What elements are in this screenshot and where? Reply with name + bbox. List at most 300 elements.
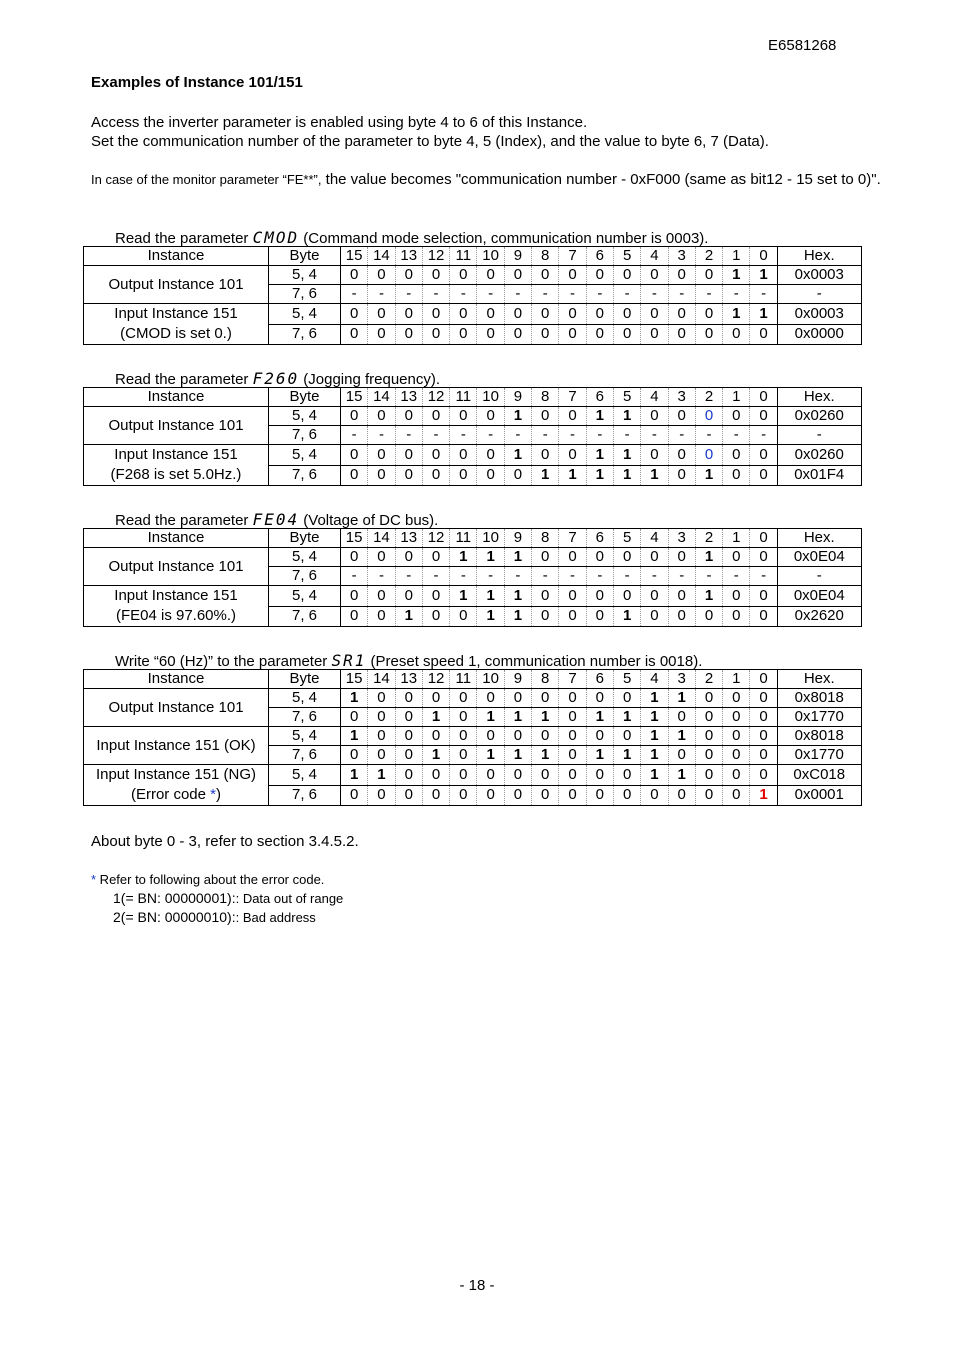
bit-value: 1 [704,466,714,484]
bit-cell [477,465,504,486]
instance-label-line: Output Instance 101 [108,557,244,575]
bit-cell [723,765,750,786]
bit-value: 1 [486,548,495,565]
bit-value: 0 [650,325,659,343]
bit-cell [641,689,668,708]
header-bit: 12 [422,670,449,689]
bit-value: 1 [459,586,468,604]
bit-cell [422,426,449,445]
bit-value: 1 [759,304,768,322]
bit-cell [695,567,722,586]
bit-value: - [351,567,357,584]
header-bit: 6 [586,529,613,548]
bit-value: 0 [622,304,632,322]
hex-cell: - [777,285,861,304]
bit-value: 0 [595,727,604,744]
table-row [84,727,862,746]
header-bit: 10 [477,670,504,689]
bit-cell [532,445,559,466]
bit-value: 1 [377,765,386,783]
bit-cell [341,445,368,466]
bit-value: 0 [677,607,686,625]
bit-cell [341,465,368,486]
bit-cell [723,606,750,627]
bit-cell [613,285,640,304]
bit-value: 0 [732,765,741,783]
instance-label-line: Input Instance 151 [114,305,238,322]
bit-value: 0 [349,445,359,463]
error-code-value: 2(= BN: 00000010): [113,909,236,925]
bit-value: 0 [431,586,441,604]
error-code-item [113,889,343,908]
bit-cell [368,765,395,786]
bit-cell [750,567,777,586]
bit-cell [641,324,668,345]
instance-label-line: Output Instance 101 [108,698,244,716]
bit-cell [613,567,640,586]
bit-value: 0 [349,786,359,804]
instance-label [84,407,269,445]
bit-value: 0 [568,708,577,725]
bit-value: 0 [704,727,714,744]
bit-cell [723,727,750,746]
bit-value: 0 [431,304,441,322]
bit-cell [422,324,449,345]
bit-value: 0 [404,708,413,725]
bit-value: 1 [513,548,523,565]
bit-value: - [488,426,494,443]
bit-value: 0 [486,689,495,706]
bit-cell [668,465,695,486]
bit-cell [586,285,613,304]
bit-table [83,387,862,486]
bit-cell [723,689,750,708]
bit-value: 0 [431,407,441,424]
bit-cell [723,266,750,285]
bit-value: 0 [704,708,714,725]
bit-cell [668,548,695,567]
bit-value: 0 [431,548,441,565]
bit-cell [723,285,750,304]
caption-text: Read the parameter [115,230,253,247]
header-bit: 10 [477,247,504,266]
bit-value: 0 [541,325,550,343]
bit-cell [368,785,395,806]
hex-cell: 0x01F4 [777,465,861,486]
bit-value: 0 [541,786,550,804]
bit-cell [695,708,722,727]
bit-value: 0 [568,325,577,343]
bit-value: 1 [595,466,604,484]
bit-value: 0 [349,304,359,322]
bit-cell [613,708,640,727]
table-row [84,586,862,607]
bit-cell [368,445,395,466]
bit-cell [750,426,777,445]
bit-cell [450,606,477,627]
byte-cell: 5, 4 [269,548,341,567]
table-caption [115,228,708,247]
bit-cell [395,727,422,746]
bit-cell [723,746,750,765]
bit-cell [368,426,395,445]
bit-value: 1 [459,548,468,565]
header-byte: Byte [269,529,341,548]
bit-cell [723,324,750,345]
bit-value: - [624,426,630,443]
bit-value: 0 [459,727,468,744]
bit-value: 1 [595,407,604,424]
document-id: E6581268 [768,37,837,54]
bit-value: 0 [677,445,686,463]
bit-cell [668,746,695,765]
bit-cell [586,548,613,567]
bit-cell [504,548,531,567]
bit-value: 0 [486,304,495,322]
bit-cell [368,465,395,486]
bit-cell [504,304,531,325]
bit-value: 0 [650,607,659,625]
bit-value: 0 [513,689,523,706]
bit-value: 0 [431,466,441,484]
bit-cell [422,567,449,586]
bit-value: 0 [404,586,413,604]
bit-value: 0 [486,445,495,463]
bit-value: 0 [459,765,468,783]
bit-value: 0 [568,765,577,783]
bit-cell [750,407,777,426]
hex-cell: 0x1770 [777,746,861,765]
header-hex: Hex. [777,247,861,266]
bit-cell [559,548,586,567]
header-bit: 3 [668,247,695,266]
bit-value: 0 [349,586,359,604]
bit-cell [368,285,395,304]
bit-value: - [433,567,439,584]
bit-cell [395,606,422,627]
instance-label-line: (FE04 is 97.60%.) [115,607,237,624]
bit-value: 0 [568,304,577,322]
instance-label-line: Output Instance 101 [108,416,244,434]
bit-cell [504,567,531,586]
bit-value: - [542,567,548,584]
bit-cell [559,465,586,486]
bit-cell [450,746,477,765]
bit-value: 0 [650,407,659,424]
bit-cell [559,765,586,786]
bit-value: 0 [431,727,441,744]
bit-value: - [761,567,767,584]
bit-cell [559,426,586,445]
bit-cell [477,445,504,466]
bit-cell [695,324,722,345]
bit-cell [504,586,531,607]
bit-value: 0 [404,304,413,322]
bit-value: - [706,285,712,302]
bit-value: 0 [704,445,714,463]
hex-cell: - [777,567,861,586]
bit-cell [341,765,368,786]
bit-value: 0 [377,607,386,625]
bit-value: 0 [732,727,741,744]
bit-value: 0 [677,325,686,343]
bit-value: 0 [759,765,768,783]
bit-cell [695,426,722,445]
bit-value: 0 [377,266,386,283]
header-byte: Byte [269,388,341,407]
bit-cell [613,304,640,325]
bit-value: 1 [431,708,441,725]
bit-cell [750,285,777,304]
bit-cell [395,708,422,727]
bit-cell [750,304,777,325]
instance-label [84,548,269,586]
bit-value: - [624,567,630,584]
bit-value: - [706,567,712,584]
bit-value: 1 [622,445,632,463]
bit-value: - [460,567,466,584]
bit-cell [368,689,395,708]
hex-cell: 0x0E04 [777,548,861,567]
bit-value: 0 [377,727,386,744]
bit-cell [395,689,422,708]
bit-cell [341,785,368,806]
header-instance: Instance [84,388,269,407]
bit-cell [695,304,722,325]
header-bit: 13 [395,529,422,548]
bit-value: 0 [704,786,714,804]
parameter-code: SR1 [331,651,367,670]
bit-cell [450,567,477,586]
bit-cell [504,708,531,727]
bit-value: 0 [459,266,468,283]
bit-value: 0 [677,586,686,604]
header-bit: 11 [450,247,477,266]
bit-value: - [651,426,657,443]
bit-table [83,669,862,806]
bit-cell [341,586,368,607]
bit-value: 1 [349,727,359,744]
header-bit: 2 [695,247,722,266]
bit-value: 0 [404,689,413,706]
bit-cell [395,586,422,607]
bit-value: 0 [759,689,768,706]
bit-cell [559,285,586,304]
caption-text: (Command mode selection, communication number is 0003). [299,230,709,247]
bit-cell [695,465,722,486]
bit-cell [368,606,395,627]
hex-cell: 0x0E04 [777,586,861,607]
header-hex: Hex. [777,529,861,548]
bit-cell [532,285,559,304]
header-bit: 2 [695,529,722,548]
bit-value: 1 [541,708,550,725]
bit-value: - [761,285,767,302]
error-code-text: : Data out of range [235,891,344,906]
bit-value: 1 [704,548,714,565]
bit-cell [450,689,477,708]
caption-text: Read the parameter [115,512,253,529]
caption-text: (Voltage of DC bus). [299,512,439,529]
bit-cell [723,407,750,426]
header-bit: 8 [532,247,559,266]
bit-value: 0 [541,445,550,463]
header-bit: 9 [504,388,531,407]
parameter-code: F260 [252,369,300,388]
bit-cell [504,606,531,627]
bit-value: 0 [704,746,714,763]
bit-table [83,528,862,627]
bit-cell [613,324,640,345]
bit-cell [613,606,640,627]
bit-value: 0 [459,607,468,625]
bit-value: 0 [513,727,523,744]
header-bit: 6 [586,247,613,266]
bit-cell [532,689,559,708]
bit-value: 1 [513,708,523,725]
bit-value: 0 [513,266,523,283]
byte-cell: 5, 4 [269,727,341,746]
bit-cell [341,426,368,445]
bit-cell [586,266,613,285]
bit-cell [695,445,722,466]
intro-line-2: Set the communication number of the parameter to byte 4, 5 (Index), and the value to byte 6, 7 (Data). [91,133,769,150]
instance-label [84,765,269,806]
header-bit: 14 [368,670,395,689]
byte-cell: 7, 6 [269,606,341,627]
bit-value: 0 [595,548,604,565]
bit-cell [341,567,368,586]
bit-value: 0 [513,765,523,783]
bit-cell [695,765,722,786]
bit-value: 1 [404,607,413,625]
bit-value: 0 [349,466,359,484]
hex-cell: 0x2620 [777,606,861,627]
bit-cell [477,548,504,567]
bit-cell [422,548,449,567]
header-hex: Hex. [777,670,861,689]
bit-value: 0 [677,708,686,725]
bit-value: 0 [568,586,577,604]
bit-cell [422,727,449,746]
bit-cell [395,285,422,304]
bit-cell [641,407,668,426]
header-bit: 4 [641,388,668,407]
bit-value: - [460,285,466,302]
table-caption [115,369,440,388]
bit-cell [450,586,477,607]
bit-value: 0 [732,407,741,424]
bit-value: 0 [759,325,768,343]
bit-value: 1 [677,727,686,744]
header-bit: 6 [586,388,613,407]
bit-cell [641,304,668,325]
bit-value: - [651,567,657,584]
bit-cell [477,285,504,304]
bit-cell [477,746,504,765]
footnote-star: * [91,872,97,887]
bit-value: - [488,285,494,302]
hex-cell: 0x0003 [777,304,861,325]
intro-line-1: Access the inverter parameter is enabled using byte 4 to 6 of this Instance. [91,114,588,131]
bit-cell [641,727,668,746]
bit-value: - [733,285,739,302]
bit-cell [750,324,777,345]
bit-cell [341,746,368,765]
bit-value: - [597,567,603,584]
bit-cell [668,266,695,285]
bit-cell [750,548,777,567]
bit-value: 0 [377,689,386,706]
bit-value: 0 [732,548,741,565]
bit-value: 0 [759,727,768,744]
bit-value: 1 [431,746,441,763]
bit-cell [422,689,449,708]
bit-cell [695,746,722,765]
bit-cell [395,465,422,486]
bit-cell [586,689,613,708]
bit-value: - [679,567,685,584]
bit-value: 0 [677,466,686,484]
bit-value: - [679,285,685,302]
bit-cell [341,708,368,727]
bit-cell [450,407,477,426]
instance-label [84,445,269,486]
bit-value: 1 [541,746,550,763]
bit-cell [450,765,477,786]
bit-value: 1 [513,586,523,604]
bit-value: - [651,285,657,302]
byte-cell: 5, 4 [269,407,341,426]
bit-cell [368,586,395,607]
bit-value: 1 [622,607,632,625]
table-row [84,689,862,708]
bit-value: 1 [486,746,495,763]
bit-value: 1 [568,466,577,484]
bit-value: 0 [377,746,386,763]
bit-value: 0 [486,325,495,343]
table-row [84,765,862,786]
bit-value: 0 [541,765,550,783]
bit-cell [586,765,613,786]
bit-cell [477,567,504,586]
bit-value: 0 [568,786,577,804]
bit-value: - [433,285,439,302]
header-bit: 9 [504,529,531,548]
header-bit: 3 [668,388,695,407]
bit-value: 0 [622,727,632,744]
instance-label-line: Input Instance 151 (OK) [96,736,256,754]
bit-value: 0 [732,466,741,484]
caption-text: Read the parameter [115,371,253,388]
bit-value: 0 [377,708,386,725]
bit-value: 1 [541,466,550,484]
header-bit: 15 [341,247,368,266]
bit-cell [559,708,586,727]
header-bit: 1 [723,529,750,548]
bit-value: 1 [677,765,686,783]
table-row [84,266,862,285]
bit-cell [422,465,449,486]
table-header-row [84,388,862,407]
bit-cell [586,324,613,345]
bit-value: 0 [732,689,741,706]
bit-value: 1 [595,708,604,725]
bit-value: 0 [349,407,359,424]
header-bit: 1 [723,247,750,266]
bit-value: 0 [595,266,604,283]
bit-value: 0 [595,325,604,343]
